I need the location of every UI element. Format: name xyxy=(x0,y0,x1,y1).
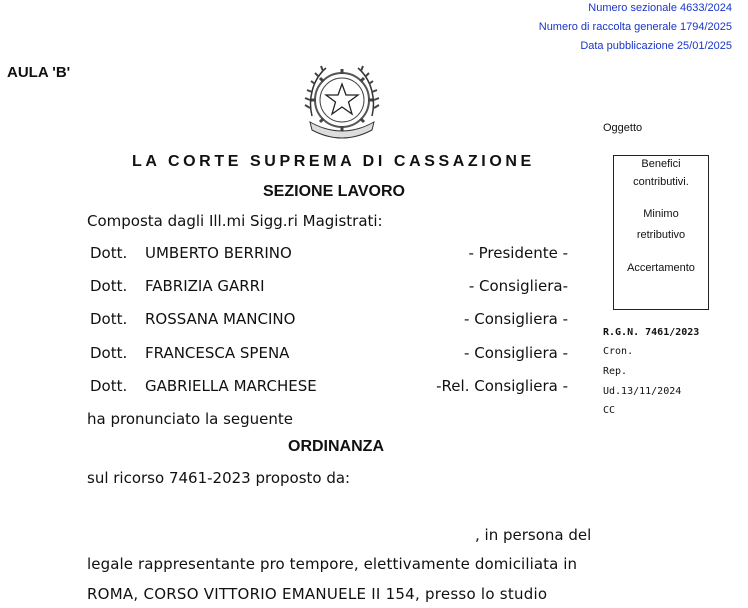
body-line: legale rappresentante pro tempore, elettivamente domiciliata in xyxy=(87,555,578,573)
section-title: SEZIONE LAVORO xyxy=(263,183,405,200)
judge-name: ROSSANA MANCINO xyxy=(145,310,296,328)
subject-box xyxy=(613,155,709,310)
judge-role: - Consigliera - xyxy=(464,310,568,328)
subject-line: Minimo xyxy=(643,208,679,220)
judge-title: Dott. xyxy=(90,244,128,262)
subject-line: Benefici xyxy=(641,158,681,170)
cron-label: Cron. xyxy=(603,346,634,357)
composition-intro: Composta dagli Ill.mi Sigg.ri Magistrati: xyxy=(87,212,383,230)
persona-text: , in persona del xyxy=(475,526,592,544)
judge-role: -Rel. Consigliera - xyxy=(436,377,568,395)
judge-row xyxy=(90,377,568,397)
ricorso-text: sul ricorso 7461-2023 proposto da: xyxy=(87,469,351,487)
judge-row xyxy=(90,244,568,264)
judge-name: UMBERTO BERRINO xyxy=(145,244,292,262)
judge-name: FABRIZIA GARRI xyxy=(145,277,265,295)
numero-raccolta: Numero di raccolta generale 1794/2025 xyxy=(538,21,732,33)
judge-row xyxy=(90,277,568,297)
pronounced-text: ha pronunciato la seguente xyxy=(87,410,294,428)
judge-row xyxy=(90,310,568,330)
subject-line: retributivo xyxy=(636,229,686,241)
body-line: ROMA, CORSO VITTORIO EMANUELE II 154, presso lo studio xyxy=(87,585,548,603)
judge-title: Dott. xyxy=(90,344,128,362)
court-title: LA CORTE SUPREMA DI CASSAZIONE xyxy=(132,153,535,170)
judge-name: GABRIELLA MARCHESE xyxy=(145,377,317,395)
ordinanza-title: ORDINANZA xyxy=(288,438,384,455)
subject-line: contributivi. xyxy=(633,176,689,188)
judge-name: FRANCESCA SPENA xyxy=(145,344,290,362)
judge-role: - Presidente - xyxy=(468,244,568,262)
judge-row xyxy=(90,344,568,364)
data-pubblicazione: Data pubblicazione 25/01/2025 xyxy=(580,40,732,52)
judge-title: Dott. xyxy=(90,277,128,295)
judge-title: Dott. xyxy=(90,310,128,328)
italian-republic-emblem-icon xyxy=(302,60,382,142)
oggetto-label: Oggetto xyxy=(603,122,643,134)
numero-sezionale: Numero sezionale 4633/2024 xyxy=(588,2,732,14)
judge-role: - Consigliera - xyxy=(464,344,568,362)
cc-label: CC xyxy=(603,405,616,416)
udienza-date: Ud.13/11/2024 xyxy=(603,386,682,397)
judge-role: - Consigliera- xyxy=(468,277,568,295)
judge-title: Dott. xyxy=(90,377,128,395)
rep-label: Rep. xyxy=(603,366,628,377)
subject-line: Accertamento xyxy=(627,262,695,274)
aula-label: AULA 'B' xyxy=(7,64,71,81)
rgn-number: R.G.N. 7461/2023 xyxy=(603,327,700,338)
